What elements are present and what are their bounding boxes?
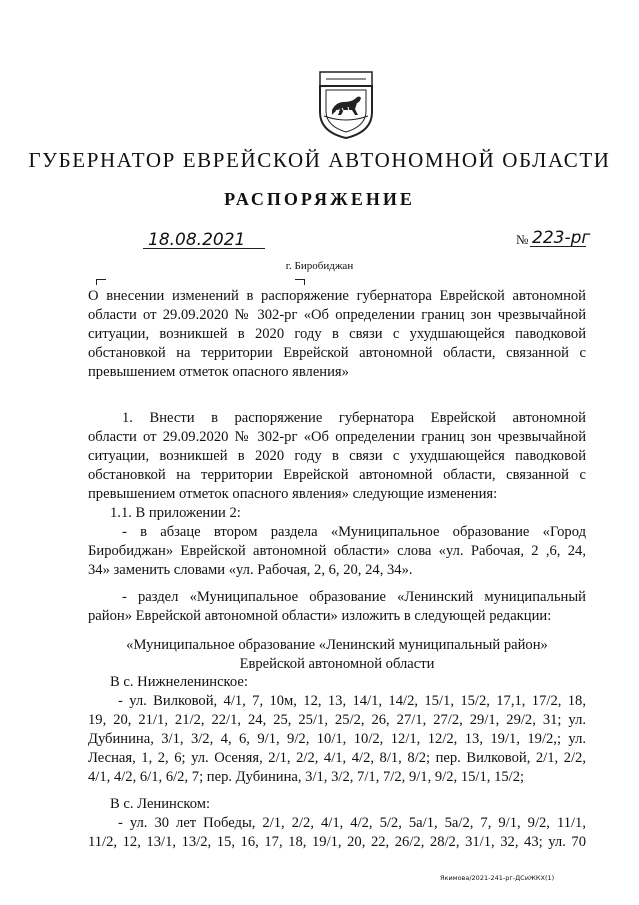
address-line: 19, 20, 21/1, 21/2, 22/1, 24, 25, 25/1, 25/2, 26, 27/1, 27/2, 29/1, 29/2, 31; ул. bbox=[88, 712, 586, 728]
address-line: - ул. 30 лет Победы, 2/1, 2/2, 4/1, 4/2, 5/2, 5а/1, 5а/2, 7, 9/1, 9/2, 11/1, bbox=[118, 815, 586, 831]
body-line: превышением отметок опасного явления» следующие изменения: bbox=[88, 486, 498, 502]
subject-line: О внесении изменений в распоряжение губернатора Еврейской автономной bbox=[88, 288, 586, 304]
village-heading: В с. Ленинском: bbox=[110, 796, 210, 812]
address-line: - ул. Вилковой, 4/1, 7, 10м, 12, 13, 14/1, 14/2, 15/1, 15/2, 17,1, 17/2, 18, bbox=[118, 693, 586, 709]
body-line: - в абзаце втором раздела «Муниципальное образование «Город bbox=[122, 524, 586, 540]
date-underline bbox=[143, 248, 265, 249]
body-line: 1.1. В приложении 2: bbox=[110, 505, 241, 521]
body-line: 34» заменить словами «ул. Рабочая, 2, 6, 20, 24, 34». bbox=[88, 562, 413, 578]
city-name: г. Биробиджан bbox=[285, 260, 354, 272]
subject-line: превышением отметок опасного явления» bbox=[88, 364, 349, 380]
body-line: - раздел «Муниципальное образование «Ленинский муниципальный bbox=[122, 589, 586, 605]
subject-line: обстановкой на территории Еврейской автономной области, связанной с bbox=[88, 345, 586, 361]
section-title: Еврейской автономной области bbox=[239, 656, 435, 672]
coat-of-arms-icon bbox=[316, 66, 376, 140]
body-line: Биробиджан» Еврейской автономной области» слова «ул. Рабочая, 2 ,6, 24, bbox=[88, 543, 586, 559]
footer-reference: Якимова/2021-241-рг-ДСиЖКХ(1) bbox=[440, 874, 555, 882]
document-number: 223-рг bbox=[532, 228, 591, 248]
body-line: области от 29.09.2020 № 302-рг «Об определении границ зон чрезвычайной bbox=[88, 429, 586, 445]
subject-bracket-left bbox=[96, 279, 106, 285]
body-line: ситуации, возникшей в 2020 году в связи с ухудшающейся паводковой bbox=[88, 448, 586, 464]
address-line: 11/2, 12, 13/1, 13/2, 15, 16, 17, 18, 19/1, 20, 22, 26/2, 28/2, 31/1, 32, 43; ул. 70 bbox=[88, 834, 586, 850]
body-line: 1. Внести в распоряжение губернатора Еврейской автономной bbox=[122, 410, 586, 426]
body-line: район» Еврейской автономной области» изложить в следующей редакции: bbox=[88, 608, 552, 624]
subject-bracket-right bbox=[295, 279, 305, 285]
document-date: 18.08.2021 bbox=[148, 230, 246, 250]
document-type: РАСПОРЯЖЕНИЕ bbox=[224, 189, 415, 209]
address-line: Лесная, 1, 2, 6; ул. Осеняя, 2/1, 2/2, 4/1, 4/2, 8/1, 8/2; пер. Вилковой, 2/1, 2/2, bbox=[88, 750, 586, 766]
subject-line: области от 29.09.2020 № 302-рг «Об определении границ зон чрезвычайной bbox=[88, 307, 586, 323]
number-prefix: № bbox=[516, 232, 529, 247]
governor-title: ГУБЕРНАТОР ЕВРЕЙСКОЙ АВТОНОМНОЙ ОБЛАСТИ bbox=[28, 148, 611, 172]
address-line: 4/1, 4/2, 6/1, 6/2, 7; пер. Дубинина, 3/1, 3/2, 7/1, 7/2, 9/1, 9/2, 15/1, 15/2; bbox=[88, 769, 525, 785]
number-underline bbox=[530, 246, 586, 247]
subject-line: ситуации, возникшей в 2020 году в связи с ухудшающейся паводковой bbox=[88, 326, 586, 342]
body-line: обстановкой на территории Еврейской автономной области, связанной с bbox=[88, 467, 586, 483]
section-title: «Муниципальное образование «Ленинский муниципальный район» bbox=[126, 637, 548, 653]
address-line: Дубинина, 3/1, 3/2, 4, 6, 9/1, 9/2, 10/1, 10/2, 12/1, 12/2, 13, 19/1, 19/2,; ул. bbox=[88, 731, 586, 747]
village-heading: В с. Нижнеленинское: bbox=[110, 674, 248, 690]
